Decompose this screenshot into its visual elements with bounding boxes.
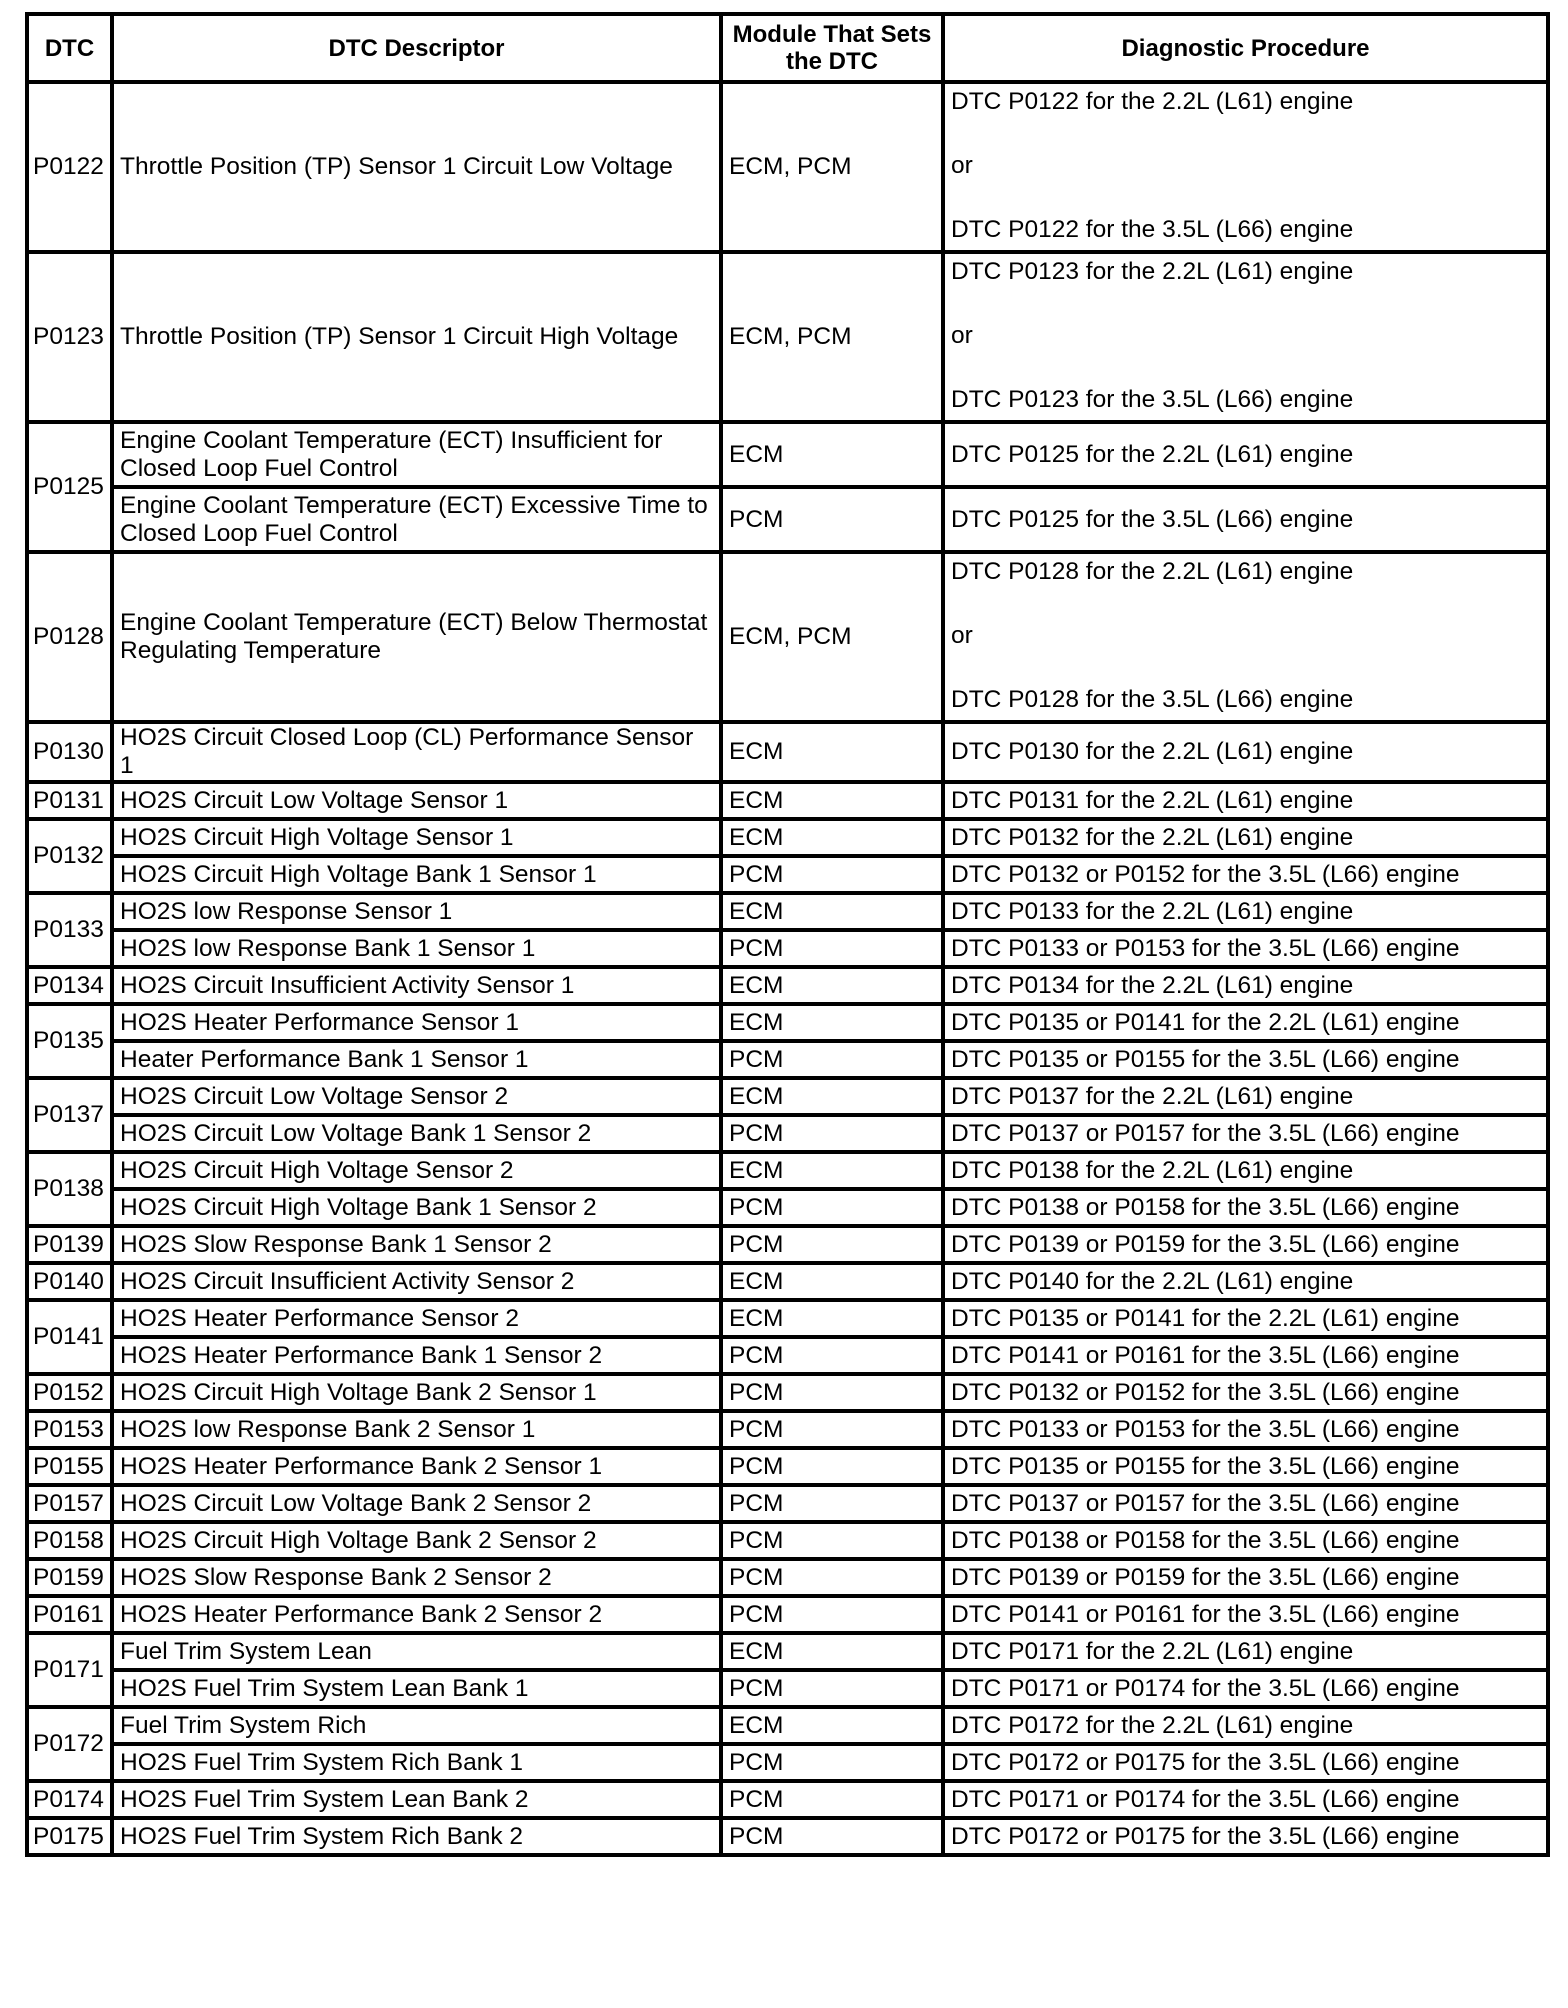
table-row	[27, 1411, 1548, 1448]
procedure-lines	[951, 84, 1540, 250]
dtc-code-cell: P0130	[27, 722, 112, 782]
dtc-code-cell: P0134	[27, 967, 112, 1004]
dtc-code-cell: P0161	[27, 1596, 112, 1633]
module-cell: PCM	[721, 1115, 943, 1152]
module-cell: ECM, PCM	[721, 82, 943, 252]
diagnostic-procedure-cell: DTC P0138 or P0158 for the 3.5L (L66) engine	[943, 1522, 1548, 1559]
module-cell: PCM	[721, 1596, 943, 1633]
dtc-descriptor-cell: Throttle Position (TP) Sensor 1 Circuit High Voltage	[112, 252, 721, 422]
dtc-code-cell: P0128	[27, 552, 112, 722]
table-row	[27, 552, 1548, 722]
dtc-code-cell: P0125	[27, 422, 112, 552]
diagnostic-procedure-cell: DTC P0132 or P0152 for the 3.5L (L66) engine	[943, 856, 1548, 893]
dtc-code-cell: P0123	[27, 252, 112, 422]
table-row	[27, 856, 1548, 893]
dtc-descriptor-cell: HO2S Circuit High Voltage Sensor 2	[112, 1152, 721, 1189]
dtc-descriptor-cell: HO2S Heater Performance Bank 2 Sensor 1	[112, 1448, 721, 1485]
table-row	[27, 722, 1548, 782]
module-cell: PCM	[721, 1818, 943, 1855]
table-row	[27, 1596, 1548, 1633]
dtc-code-cell: P0141	[27, 1300, 112, 1374]
procedure-link-text: DTC P0123 for the 2.2L (L61) engine	[951, 258, 1354, 285]
module-cell: PCM	[721, 1744, 943, 1781]
diagnostic-procedure-cell	[943, 252, 1548, 422]
table-row	[27, 1189, 1548, 1226]
diagnostic-procedure-cell: DTC P0141 or P0161 for the 3.5L (L66) engine	[943, 1337, 1548, 1374]
module-cell: ECM	[721, 722, 943, 782]
diagnostic-procedure-cell: DTC P0139 or P0159 for the 3.5L (L66) engine	[943, 1226, 1548, 1263]
dtc-code-cell: P0157	[27, 1485, 112, 1522]
table-row	[27, 1300, 1548, 1337]
diagnostic-procedure-cell: DTC P0135 or P0141 for the 2.2L (L61) engine	[943, 1300, 1548, 1337]
diagnostic-procedure-cell: DTC P0138 for the 2.2L (L61) engine	[943, 1152, 1548, 1189]
dtc-descriptor-cell: HO2S Circuit High Voltage Bank 2 Sensor 2	[112, 1522, 721, 1559]
table-row	[27, 1115, 1548, 1152]
dtc-descriptor-cell: HO2S low Response Bank 1 Sensor 1	[112, 930, 721, 967]
module-cell: PCM	[721, 1781, 943, 1818]
module-cell: PCM	[721, 1485, 943, 1522]
module-cell: PCM	[721, 1189, 943, 1226]
dtc-descriptor-cell: HO2S low Response Sensor 1	[112, 893, 721, 930]
table-row	[27, 1522, 1548, 1559]
table-row	[27, 1041, 1548, 1078]
dtc-descriptor-cell: HO2S Circuit Closed Loop (CL) Performance Sensor 1	[112, 722, 721, 782]
diagnostic-procedure-cell: DTC P0133 or P0153 for the 3.5L (L66) engine	[943, 1411, 1548, 1448]
dtc-descriptor-cell: HO2S Circuit High Voltage Bank 2 Sensor 1	[112, 1374, 721, 1411]
dtc-code-cell: P0140	[27, 1263, 112, 1300]
diagnostic-procedure-cell: DTC P0139 or P0159 for the 3.5L (L66) engine	[943, 1559, 1548, 1596]
dtc-descriptor-cell: HO2S Fuel Trim System Rich Bank 2	[112, 1818, 721, 1855]
table-header	[27, 14, 1548, 82]
dtc-descriptor-cell: Throttle Position (TP) Sensor 1 Circuit Low Voltage	[112, 82, 721, 252]
dtc-descriptor-cell: HO2S Circuit Low Voltage Sensor 2	[112, 1078, 721, 1115]
module-cell: ECM	[721, 1300, 943, 1337]
dtc-code-cell: P0175	[27, 1818, 112, 1855]
procedure-lines	[951, 254, 1540, 420]
dtc-descriptor-cell: HO2S Circuit Low Voltage Bank 2 Sensor 2	[112, 1485, 721, 1522]
table-row	[27, 782, 1548, 819]
module-cell: ECM	[721, 967, 943, 1004]
dtc-code-cell: P0152	[27, 1374, 112, 1411]
dtc-descriptor-cell: Engine Coolant Temperature (ECT) Insufficient for Closed Loop Fuel Control	[112, 422, 721, 487]
header-row	[27, 14, 1548, 82]
module-cell: PCM	[721, 930, 943, 967]
module-cell: ECM	[721, 1004, 943, 1041]
table-row	[27, 1004, 1548, 1041]
dtc-descriptor-cell: HO2S Heater Performance Bank 2 Sensor 2	[112, 1596, 721, 1633]
module-cell: ECM	[721, 1078, 943, 1115]
dtc-code-cell: P0132	[27, 819, 112, 893]
dtc-descriptor-cell: Engine Coolant Temperature (ECT) Excessive Time to Closed Loop Fuel Control	[112, 487, 721, 552]
dtc-code-cell: P0171	[27, 1633, 112, 1707]
dtc-descriptor-cell: HO2S Circuit Insufficient Activity Sensor 1	[112, 967, 721, 1004]
table-body	[27, 82, 1548, 1855]
procedure-or-text: or	[951, 322, 973, 349]
diagnostic-procedure-cell	[943, 552, 1548, 722]
module-cell: ECM	[721, 1263, 943, 1300]
header-procedure: Diagnostic Procedure	[943, 14, 1548, 82]
module-cell: PCM	[721, 1226, 943, 1263]
module-cell: ECM	[721, 819, 943, 856]
diagnostic-procedure-cell: DTC P0140 for the 2.2L (L61) engine	[943, 1263, 1548, 1300]
table-row	[27, 1152, 1548, 1189]
dtc-descriptor-cell: HO2S Fuel Trim System Rich Bank 1	[112, 1744, 721, 1781]
header-module: Module That Sets the DTC	[721, 14, 943, 82]
diagnostic-procedure-cell: DTC P0137 for the 2.2L (L61) engine	[943, 1078, 1548, 1115]
diagnostic-procedure-cell: DTC P0134 for the 2.2L (L61) engine	[943, 967, 1548, 1004]
dtc-code-cell: P0137	[27, 1078, 112, 1152]
dtc-descriptor-cell: Heater Performance Bank 1 Sensor 1	[112, 1041, 721, 1078]
module-cell: PCM	[721, 856, 943, 893]
module-cell: PCM	[721, 1448, 943, 1485]
table-row	[27, 1226, 1548, 1263]
diagnostic-procedure-cell: DTC P0135 or P0155 for the 3.5L (L66) engine	[943, 1041, 1548, 1078]
dtc-descriptor-cell: Fuel Trim System Lean	[112, 1633, 721, 1670]
table-row	[27, 422, 1548, 487]
procedure-link-text: DTC P0122 for the 2.2L (L61) engine	[951, 88, 1354, 115]
diagnostic-procedure-cell: DTC P0141 or P0161 for the 3.5L (L66) engine	[943, 1596, 1548, 1633]
table-row	[27, 1448, 1548, 1485]
module-cell: PCM	[721, 1522, 943, 1559]
procedure-or-text: or	[951, 622, 973, 649]
table-row	[27, 1374, 1548, 1411]
dtc-descriptor-cell: HO2S Circuit Low Voltage Bank 1 Sensor 2	[112, 1115, 721, 1152]
dtc-descriptor-cell: Fuel Trim System Rich	[112, 1707, 721, 1744]
procedure-link-text: DTC P0123 for the 3.5L (L66) engine	[951, 386, 1354, 413]
table-row	[27, 1485, 1548, 1522]
header-descriptor: DTC Descriptor	[112, 14, 721, 82]
dtc-code-cell: P0153	[27, 1411, 112, 1448]
dtc-code-cell: P0122	[27, 82, 112, 252]
table-row	[27, 252, 1548, 422]
diagnostic-procedure-cell: DTC P0171 or P0174 for the 3.5L (L66) engine	[943, 1670, 1548, 1707]
diagnostic-procedure-cell: DTC P0172 or P0175 for the 3.5L (L66) engine	[943, 1818, 1548, 1855]
procedure-or-text: or	[951, 152, 973, 179]
diagnostic-procedure-cell: DTC P0125 for the 2.2L (L61) engine	[943, 422, 1548, 487]
table-row	[27, 1263, 1548, 1300]
diagnostic-procedure-cell: DTC P0135 or P0155 for the 3.5L (L66) engine	[943, 1448, 1548, 1485]
diagnostic-procedure-cell: DTC P0171 for the 2.2L (L61) engine	[943, 1633, 1548, 1670]
module-cell: ECM, PCM	[721, 552, 943, 722]
diagnostic-procedure-cell: DTC P0172 or P0175 for the 3.5L (L66) engine	[943, 1744, 1548, 1781]
dtc-code-cell: P0174	[27, 1781, 112, 1818]
diagnostic-procedure-cell: DTC P0137 or P0157 for the 3.5L (L66) engine	[943, 1115, 1548, 1152]
diagnostic-procedure-cell: DTC P0131 for the 2.2L (L61) engine	[943, 782, 1548, 819]
dtc-descriptor-cell: HO2S Heater Performance Sensor 2	[112, 1300, 721, 1337]
diagnostic-procedure-cell: DTC P0135 or P0141 for the 2.2L (L61) engine	[943, 1004, 1548, 1041]
dtc-descriptor-cell: HO2S Slow Response Bank 2 Sensor 2	[112, 1559, 721, 1596]
diagnostic-procedure-cell: DTC P0172 for the 2.2L (L61) engine	[943, 1707, 1548, 1744]
table-row	[27, 1559, 1548, 1596]
diagnostic-procedure-cell: DTC P0171 or P0174 for the 3.5L (L66) engine	[943, 1781, 1548, 1818]
dtc-descriptor-cell: HO2S Slow Response Bank 1 Sensor 2	[112, 1226, 721, 1263]
diagnostic-procedure-cell: DTC P0125 for the 3.5L (L66) engine	[943, 487, 1548, 552]
dtc-descriptor-cell: HO2S Circuit Low Voltage Sensor 1	[112, 782, 721, 819]
table-row	[27, 1781, 1548, 1818]
procedure-lines	[951, 554, 1540, 720]
dtc-descriptor-cell: HO2S Circuit High Voltage Sensor 1	[112, 819, 721, 856]
dtc-code-cell: P0133	[27, 893, 112, 967]
module-cell: PCM	[721, 1411, 943, 1448]
diagnostic-procedure-cell: DTC P0133 or P0153 for the 3.5L (L66) engine	[943, 930, 1548, 967]
table-row	[27, 82, 1548, 252]
procedure-link-text: DTC P0128 for the 3.5L (L66) engine	[951, 686, 1354, 713]
diagnostic-procedure-cell: DTC P0132 for the 2.2L (L61) engine	[943, 819, 1548, 856]
header-dtc: DTC	[27, 14, 112, 82]
dtc-code-cell: P0172	[27, 1707, 112, 1781]
procedure-link-text: DTC P0122 for the 3.5L (L66) engine	[951, 216, 1354, 243]
diagnostic-procedure-cell: DTC P0137 or P0157 for the 3.5L (L66) engine	[943, 1485, 1548, 1522]
table-row	[27, 967, 1548, 1004]
dtc-code-cell: P0131	[27, 782, 112, 819]
dtc-descriptor-cell: HO2S Heater Performance Sensor 1	[112, 1004, 721, 1041]
diagnostic-procedure-cell: DTC P0133 for the 2.2L (L61) engine	[943, 893, 1548, 930]
dtc-code-cell: P0135	[27, 1004, 112, 1078]
dtc-descriptor-cell: HO2S Circuit High Voltage Bank 1 Sensor 1	[112, 856, 721, 893]
module-cell: PCM	[721, 1041, 943, 1078]
module-cell: ECM	[721, 782, 943, 819]
dtc-descriptor-cell: HO2S low Response Bank 2 Sensor 1	[112, 1411, 721, 1448]
table-row	[27, 819, 1548, 856]
module-cell: PCM	[721, 1559, 943, 1596]
dtc-code-cell: P0159	[27, 1559, 112, 1596]
dtc-table	[25, 12, 1550, 1857]
dtc-descriptor-cell: HO2S Fuel Trim System Lean Bank 2	[112, 1781, 721, 1818]
module-cell: ECM	[721, 893, 943, 930]
dtc-code-cell: P0158	[27, 1522, 112, 1559]
diagnostic-procedure-cell	[943, 82, 1548, 252]
table-row	[27, 1818, 1548, 1855]
dtc-descriptor-cell: HO2S Heater Performance Bank 1 Sensor 2	[112, 1337, 721, 1374]
dtc-descriptor-cell: HO2S Fuel Trim System Lean Bank 1	[112, 1670, 721, 1707]
diagnostic-procedure-cell: DTC P0132 or P0152 for the 3.5L (L66) engine	[943, 1374, 1548, 1411]
module-cell: ECM	[721, 422, 943, 487]
dtc-descriptor-cell: Engine Coolant Temperature (ECT) Below Thermostat Regulating Temperature	[112, 552, 721, 722]
module-cell: ECM	[721, 1152, 943, 1189]
table-row	[27, 1744, 1548, 1781]
module-cell: ECM, PCM	[721, 252, 943, 422]
dtc-code-cell: P0155	[27, 1448, 112, 1485]
table-row	[27, 1633, 1548, 1670]
module-cell: PCM	[721, 1337, 943, 1374]
module-cell: PCM	[721, 1374, 943, 1411]
module-cell: ECM	[721, 1707, 943, 1744]
module-cell: PCM	[721, 1670, 943, 1707]
table-row	[27, 930, 1548, 967]
diagnostic-procedure-cell: DTC P0130 for the 2.2L (L61) engine	[943, 722, 1548, 782]
dtc-code-cell: P0138	[27, 1152, 112, 1226]
dtc-descriptor-cell: HO2S Circuit High Voltage Bank 1 Sensor 2	[112, 1189, 721, 1226]
dtc-descriptor-cell: HO2S Circuit Insufficient Activity Sensor 2	[112, 1263, 721, 1300]
procedure-link-text: DTC P0128 for the 2.2L (L61) engine	[951, 558, 1354, 585]
table-row	[27, 487, 1548, 552]
table-row	[27, 893, 1548, 930]
diagnostic-procedure-cell: DTC P0138 or P0158 for the 3.5L (L66) engine	[943, 1189, 1548, 1226]
table-row	[27, 1337, 1548, 1374]
table-row	[27, 1670, 1548, 1707]
table-row	[27, 1707, 1548, 1744]
table-row	[27, 1078, 1548, 1115]
module-cell: PCM	[721, 487, 943, 552]
dtc-code-cell: P0139	[27, 1226, 112, 1263]
module-cell: ECM	[721, 1633, 943, 1670]
